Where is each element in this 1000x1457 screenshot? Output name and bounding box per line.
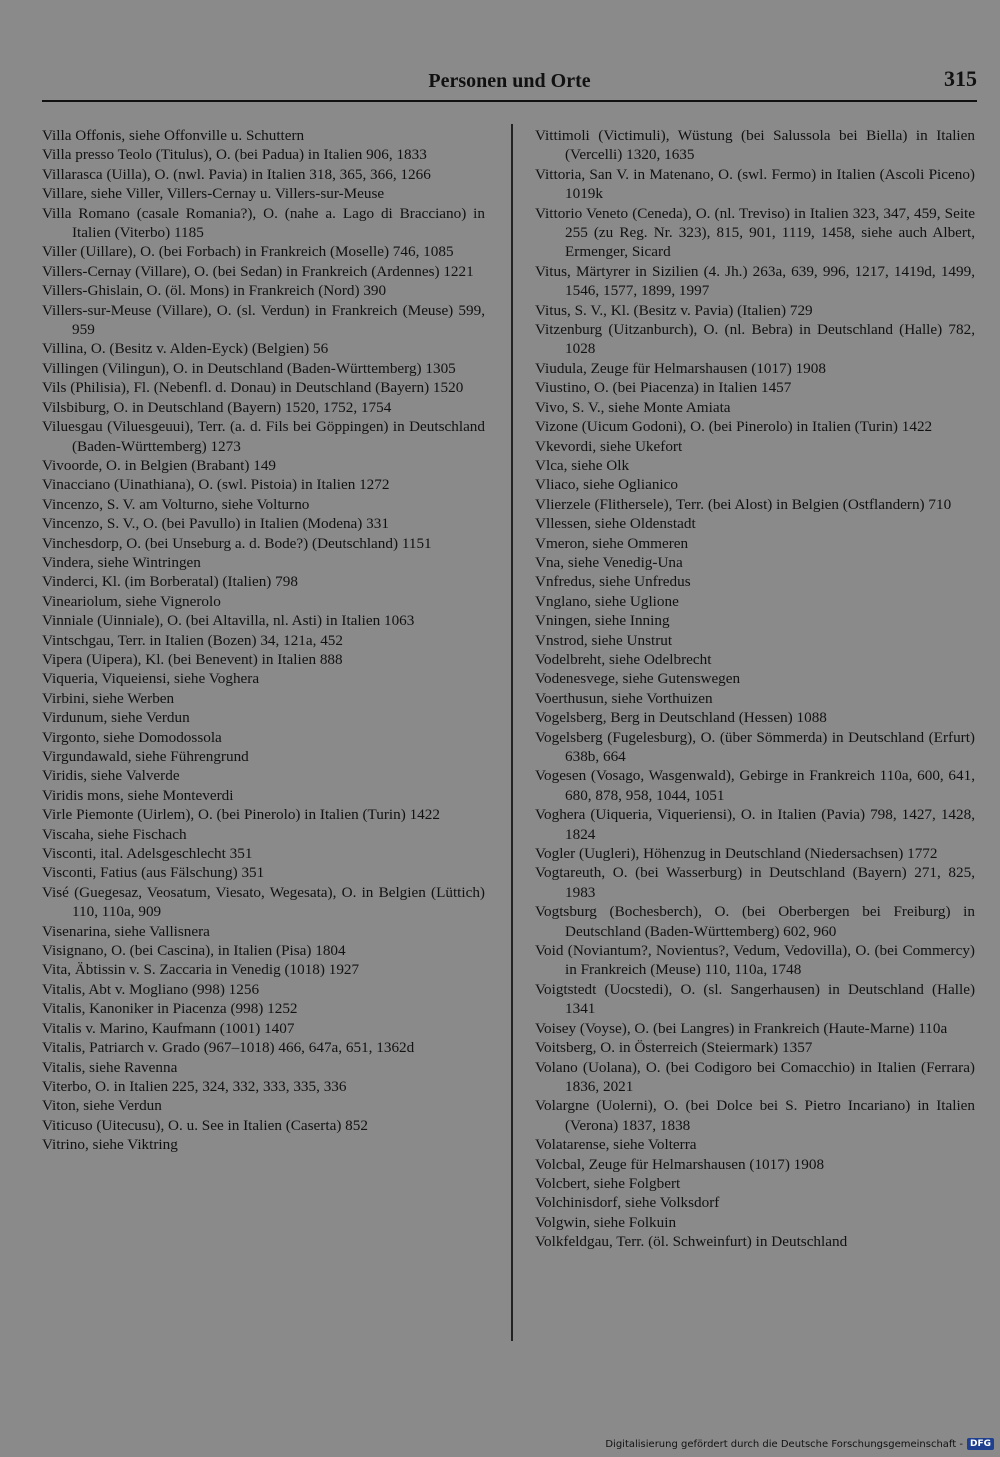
index-entry: Viticuso (Uitecusu), O. u. See in Italien (Caserta) 852 [42,1116,368,1134]
index-entry: Vodenesvege, siehe Gutenswegen [535,670,741,688]
index-entry: Viridis mons, siehe Monteverdi [42,786,234,804]
footer-text: Digitalisierung gefördert durch die Deutsche Forschungsgemeinschaft - [605,1438,963,1450]
index-entry: Vogtsburg (Bochesberch), O. (bei Oberbergen bei Freiburg) in Deutschland (Baden-Württemberg) 602, 960 [535,903,975,940]
column-divider [511,124,513,1341]
index-entry: Vivo, S. V., siehe Monte Amiata [535,398,731,416]
index-entry: Vnfredus, siehe Unfredus [535,573,691,591]
index-entry: Vincenzo, S. V. am Volturno, siehe Volturno [42,495,310,513]
index-entry: Viridis, siehe Valverde [42,767,180,785]
index-entry: Vlca, siehe Olk [535,456,630,474]
index-entry: Virle Piemonte (Uirlem), O. (bei Pinerolo) in Italien (Turin) 1422 [42,806,440,824]
index-entry: Vittorio Veneto (Ceneda), O. (nl. Treviso) in Italien 323, 347, 459, Seite 255 (zu Reg. Nr. 323), 815, 901, 1119, 1458, siehe auch Albert, Ermenger, Sicard [535,204,975,261]
index-entry: Vita, Äbtissin v. S. Zaccaria in Venedig (1018) 1927 [42,961,360,979]
index-entry: Vilsbiburg, O. in Deutschland (Bayern) 1520, 1752, 1754 [42,398,392,416]
index-entry: Villina, O. (Besitz v. Alden-Eyck) (Belgien) 56 [42,340,329,358]
index-entry: Vincenzo, S. V., O. (bei Pavullo) in Italien (Modena) 331 [42,515,389,533]
index-entry: Vitalis, Patriarch v. Grado (967–1018) 466, 647a, 651, 1362d [42,1039,415,1057]
index-entry: Vllessen, siehe Oldenstadt [535,515,696,533]
dfg-logo: DFG [967,1438,994,1450]
index-entry: Vinacciano (Uinathiana), O. (swl. Pistoia) in Italien 1272 [42,476,390,494]
index-entry: Vittimoli (Victimuli), Wüstung (bei Salussola bei Biella) in Italien (Vercelli) 1320, 1635 [535,127,975,164]
index-entry: Villers-Ghislain, O. (öl. Mons) in Frankreich (Nord) 390 [42,282,387,300]
index-entry: Vliaco, siehe Oglianico [535,476,678,494]
index-entry: Vintschgau, Terr. in Italien (Bozen) 34, 121a, 452 [42,631,343,649]
index-entry: Viscaha, siehe Fischach [42,825,187,843]
index-entry: Volchinisdorf, siehe Volksdorf [535,1194,720,1212]
index-entry: Vmeron, siehe Ommeren [535,534,689,552]
index-entry: Vogesen (Vosago, Wasgenwald), Gebirge in Frankreich 110a, 600, 641, 680, 878, 958, 1044, 1051 [535,767,975,804]
index-entry: Viluesgau (Viluesgeuui), Terr. (a. d. Fils bei Göppingen) in Deutschland (Baden-Württemberg) 1273 [42,418,485,455]
index-entry: Vineariolum, siehe Vignerolo [42,592,221,610]
index-entry: Void (Noviantum?, Novientus?, Vedum, Vedovilla), O. (bei Commercy) in Frankreich (Meuse) 110, 110a, 1748 [535,942,975,979]
index-entry: Volkfeldgau, Terr. (öl. Schweinfurt) in Deutschland [535,1233,848,1251]
index-entry: Villare, siehe Viller, Villers-Cernay u. Villers-sur-Meuse [42,185,385,203]
index-entry: Vnglano, siehe Uglione [535,592,679,610]
index-entry: Volargne (Uolerni), O. (bei Dolce bei S. Pietro Incariano) in Italien (Verona) 1837, 1838 [535,1097,975,1134]
index-entry: Voigtstedt (Uocstedi), O. (sl. Sangerhausen) in Deutschland (Halle) 1341 [535,980,975,1018]
index-entry: Vitus, S. V., Kl. (Besitz v. Pavia) (Italien) 729 [535,301,813,319]
index-entry: Virbini, siehe Werben [42,689,175,707]
index-entry: Vitus, Märtyrer in Sizilien (4. Jh.) 263a, 639, 996, 1217, 1419d, 1499, 1546, 1577, 1899, 1997 [535,262,975,300]
index-entry: Vnstrod, siehe Unstrut [535,631,673,649]
index-entry: Visconti, Fatius (aus Fälschung) 351 [42,864,265,882]
index-entry: Vogtareuth, O. (bei Wasserburg) in Deutschland (Bayern) 271, 825, 1983 [535,864,975,901]
index-entry: Vitrino, siehe Viktring [42,1136,178,1154]
index-entry: Voitsberg, O. in Österreich (Steiermark) 1357 [535,1039,813,1057]
index-entry: Vivoorde, O. in Belgien (Brabant) 149 [42,456,277,474]
footer [605,1437,994,1451]
index-entry: Villers-Cernay (Villare), O. (bei Sedan) in Frankreich (Ardennes) 1221 [42,262,474,280]
index-entry: Vitalis, Abt v. Mogliano (998) 1256 [42,980,260,998]
index-entry: Virgonto, siehe Domodossola [42,728,222,746]
index-entry: Vitzenburg (Uitzanburch), O. (nl. Bebra) in Deutschland (Halle) 782, 1028 [535,321,975,358]
index-entry: Vizone (Uicum Godoni), O. (bei Pinerolo) in Italien (Turin) 1422 [535,418,933,436]
index-entry: Voisey (Voyse), O. (bei Langres) in Frankreich (Haute-Marne) 110a [535,1019,948,1037]
index-entry: Vils (Philisia), Fl. (Nebenfl. d. Donau) in Deutschland (Bayern) 1520 [42,379,464,397]
index-entry: Visé (Guegesaz, Veosatum, Viesato, Wegesata), O. in Belgien (Lüttich) 110, 110a, 909 [42,883,485,921]
index-entry: Villarasca (Uilla), O. (nwl. Pavia) in Italien 318, 365, 366, 1266 [42,165,431,183]
index-entry: Visignano, O. (bei Cascina), in Italien (Pisa) 1804 [42,942,346,960]
index-entry: Vitalis v. Marino, Kaufmann (1001) 1407 [42,1019,295,1037]
index-entry: Vkevordi, siehe Ukefort [535,437,683,455]
index-entry: Volcbal, Zeuge für Helmarshausen (1017) 1908 [535,1155,825,1173]
index-entry: Volcbert, siehe Folgbert [535,1174,681,1192]
index-entry: Vinchesdorp, O. (bei Unseburg a. d. Bode?) (Deutschland) 1151 [42,534,432,552]
index-entry: Vlierzele (Flithersele), Terr. (bei Alost) in Belgien (Ostflandern) 710 [535,495,952,513]
index-entry: Viton, siehe Verdun [42,1097,162,1115]
index-entry: Viqueria, Viqueiensi, siehe Voghera [42,670,260,688]
right-column [535,126,975,1252]
index-entry: Vinderci, Kl. (im Borberatal) (Italien) 798 [42,573,298,591]
index-entry: Viterbo, O. in Italien 225, 324, 332, 333, 335, 336 [42,1077,347,1095]
index-entry: Vittoria, San V. in Matenano, O. (swl. Fermo) in Italien (Ascoli Piceno) 1019k [535,165,975,203]
index-entry: Vodelbreht, siehe Odelbrecht [535,650,712,668]
index-entry: Visenarina, siehe Vallisnera [42,922,210,940]
page-number: 315 [944,66,977,91]
page-header [42,62,977,102]
index-entry: Villa Romano (casale Romania?), O. (nahe a. Lago di Bracciano) in Italien (Viterbo) 1185 [42,204,485,242]
index-entry: Volgwin, siehe Folkuin [535,1213,677,1231]
left-column [42,126,485,1155]
index-entry: Vitalis, Kanoniker in Piacenza (998) 1252 [42,1000,298,1018]
index-entry: Vindera, siehe Wintringen [42,553,201,571]
index-entry: Voghera (Uiqueria, Viqueriensi), O. in Italien (Pavia) 798, 1427, 1428, 1824 [535,806,975,843]
index-entry: Visconti, ital. Adelsgeschlecht 351 [42,845,253,863]
index-entry: Vogelsberg, Berg in Deutschland (Hessen) 1088 [535,709,827,727]
index-entry: Vna, siehe Venedig-Una [535,553,683,571]
index-entry: Virdunum, siehe Verdun [42,709,190,727]
index-entry: Vipera (Uipera), Kl. (bei Benevent) in Italien 888 [42,650,343,668]
index-entry: Volatarense, siehe Volterra [535,1136,697,1154]
index-entry: Vningen, siehe Inning [535,612,670,630]
index-entry: Viustino, O. (bei Piacenza) in Italien 1457 [535,379,792,397]
index-entry: Villa presso Teolo (Titulus), O. (bei Padua) in Italien 906, 1833 [42,146,427,164]
index-entry: Voerthusun, siehe Vorthuizen [535,689,713,707]
index-entry: Virgundawald, siehe Führengrund [42,748,249,765]
index-entry: Villingen (Vilingun), O. in Deutschland (Baden-Württemberg) 1305 [42,359,456,377]
page-title: Personen und Orte [428,70,591,92]
index-entry: Vitalis, siehe Ravenna [42,1058,178,1076]
index-entry: Viudula, Zeuge für Helmarshausen (1017) 1908 [535,359,826,377]
index-entry: Volano (Uolana), O. (bei Codigoro bei Comacchio) in Italien (Ferrara) 1836, 2021 [535,1058,975,1095]
index-entry: Vinniale (Uinniale), O. (bei Altavilla, nl. Asti) in Italien 1063 [42,612,415,630]
index-entry: Viller (Uillare), O. (bei Forbach) in Frankreich (Moselle) 746, 1085 [42,243,454,261]
index-entry: Vogler (Uugleri), Höhenzug in Deutschland (Niedersachsen) 1772 [535,845,938,863]
index-entry: Villers-sur-Meuse (Villare), O. (sl. Verdun) in Frankreich (Meuse) 599, 959 [42,301,485,339]
index-entry: Vogelsberg (Fugelesburg), O. (über Sömmerda) in Deutschland (Erfurt) 638b, 664 [535,728,975,765]
index-entry: Villa Offonis, siehe Offonville u. Schuttern [42,127,305,144]
